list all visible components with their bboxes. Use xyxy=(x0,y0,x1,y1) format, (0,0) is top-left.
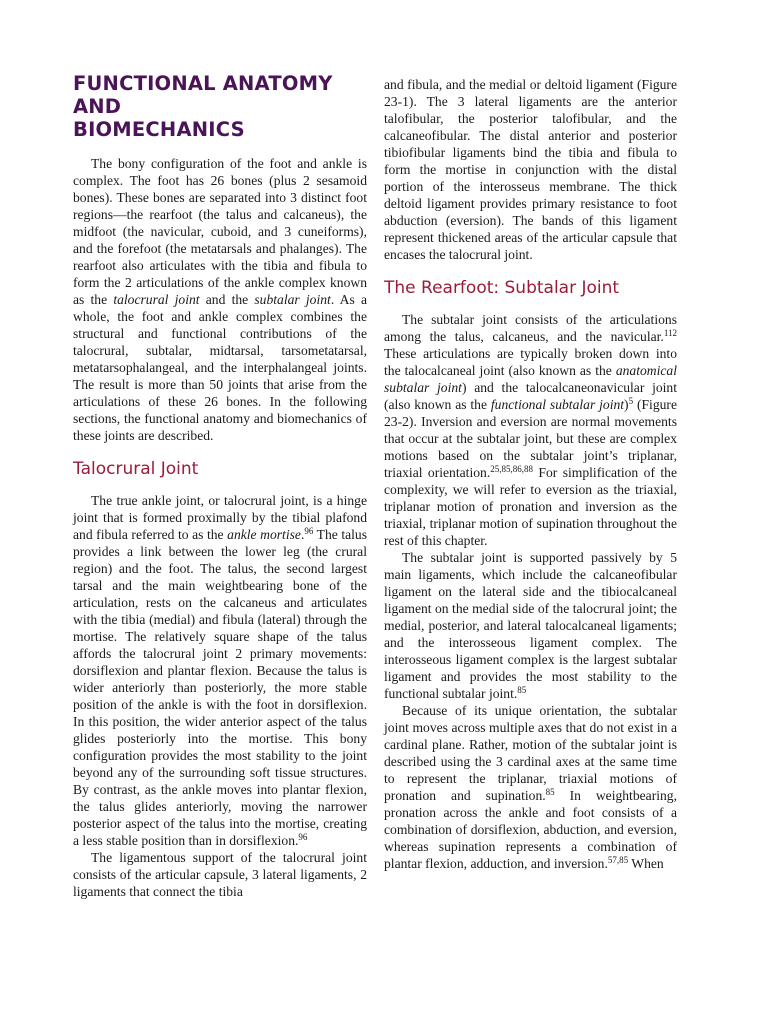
paragraph-intro: The bony configuration of the foot and ankle is complex. The foot has 26 bones (plus 2 sesamoid bones). These bones are separated into 3 distinct foot regions—the rearfoot (the talus and calcaneus), the midfoot (the navicular, cuboid, and 3 cuneiforms), and the forefoot (the metatarsals and phalanges). The rearfoot also articulates with the tibia and fibula to form the 2 articulations of the ankle complex known as the talocrural joint and the subtalar joint. As a whole, the foot and ankle complex combines the structural and functional contributions of the talocrural, subtalar, midtarsal, tarsometatarsal, metatarsophalangeal, and the interphalangeal joints. The result is more than 50 joints that arise from the articulations of these 26 bones. In the following sections, the functional anatomy and biomechanics of these joints are described. xyxy=(73,156,367,443)
section-heading xyxy=(73,72,367,141)
term-subtalar-joint: subtalar joint xyxy=(254,292,331,307)
paragraph-subtalar-ligaments: The subtalar joint is supported passively by 5 main ligaments, which include the calcaneofibular ligament on the lateral side and the tibiocalcaneal ligament on the medial side of the talocrural joint; the medial, posterior, and lateral talocalcaneal ligaments; and the interosseous ligament complex. The interosseous ligament complex is the largest subtalar ligament and provides the most stability to the functional subtalar joint.$^{85}$ xyxy=(384,550,677,701)
paragraph-subtalar: The subtalar joint consists of the articulations among the talus, calcaneus, and the navicular.$^{112}$ These articulations are typically broken down into the talocalcaneal joint (also known as the anatomical subtalar joint) and the talocalcaneonavicular joint (also known as the functional subtalar joint)$^5$ (Figure 23-2). Inversion and eversion are normal movements that occur at the subtalar joint, but these are complex motions based on the subtalar joint’s triplanar, triaxial orientation.$^{25,85,86,88}$ For simplification of the complexity, we will refer to eversion as the triaxial, triplanar motion of pronation and inversion as the triaxial, triplanar motion of supination throughout the rest of this chapter. xyxy=(384,312,677,548)
citation: 85 xyxy=(517,685,527,695)
left-column xyxy=(73,72,367,900)
citation: 96 xyxy=(304,526,314,536)
paragraph-talocrural: The true ankle joint, or talocrural joint, is a hinge joint that is formed proximally by the tibial plafond and fibula referred to as the ankle mortise.$^{96}$ The talus provides a link between the lower leg (the crural region) and the foot. The talus, the second largest tarsal and the main weightbearing bone of the articulation, rests on the calcaneus and articulates with the tibia (medial) and fibula (lateral) through the mortise. The relatively square shape of the talus affords the talocrural joint 2 primary movements: dorsiflexion and plantar flexion. Because the talus is wider anteriorly than posteriorly, the more stable position of the ankle is with the foot in dorsiflexion. In this position, the wider anterior aspect of the talus glides posteriorly into the mortise. This bony configuration provides the most stability to the joint beyond any of the surrounding soft tissue structures. By contrast, as the ankle moves into plantar flexion, the talus glides anteriorly, moving the narrower posterior aspect of the talus into the mortise, creating a less stable position than in dorsiflexion.$^{96}$ xyxy=(73,493,368,848)
subheading-talocrural: Talocrural Joint xyxy=(73,459,199,479)
citation: 5 xyxy=(628,396,634,406)
term-functional-subtalar-joint: functional subtalar joint xyxy=(490,397,625,412)
term-talocrural-joint: talocrural joint xyxy=(113,292,200,307)
section-heading-line1: FUNCTIONAL ANATOMY AND xyxy=(73,72,333,118)
term-anatomical-subtalar-joint: anatomical subtalar joint xyxy=(384,363,677,395)
paragraph-ligaments-cont: and fibula, and the medial or deltoid ligament (Figure 23-1). The 3 lateral ligaments are the anterior talofibular, the posterior talofibular, and the calcaneofibular. The distal anterior and posterior tibiofibular ligaments bind the tibia and fibula to form the mortise in conjunction with the distal portion of the interosseus membrane. The thick deltoid ligament provides primary resistance to foot abduction (eversion). The bands of this ligament represent thickened areas of the articular capsule that encases the talocrural joint. xyxy=(384,77,677,262)
section-heading-line2: BIOMECHANICS xyxy=(73,118,245,141)
citation: 57,85 xyxy=(607,855,629,865)
citation: 96 xyxy=(298,832,308,842)
paragraph-subtalar-orientation: Because of its unique orientation, the subtalar joint moves across multiple axes that do not exist in a cardinal plane. Rather, motion of the subtalar joint is described using the 3 cardinal axes at the same time to represent the triplanar, triaxial motions of pronation and supination.$^{85}$ In weightbearing, pronation across the ankle and foot consists of a combination of dorsiflexion, abduction, and eversion, whereas supination represents a combination of plantar flexion, adduction, and inversion.$^{57,85}$ When xyxy=(384,703,677,871)
paragraph-ligaments: The ligamentous support of the talocrural joint consists of the articular capsule, 3 lateral ligaments, 2 ligaments that connect the tibia xyxy=(73,850,367,899)
citation: 112 xyxy=(663,328,677,338)
right-column xyxy=(384,76,677,872)
citation: 25,85,86,88 xyxy=(490,464,533,474)
term-ankle-mortise: ankle mortise xyxy=(227,527,301,542)
subheading-subtalar: The Rearfoot: Subtalar Joint xyxy=(384,278,620,298)
citation: 85 xyxy=(545,787,555,797)
